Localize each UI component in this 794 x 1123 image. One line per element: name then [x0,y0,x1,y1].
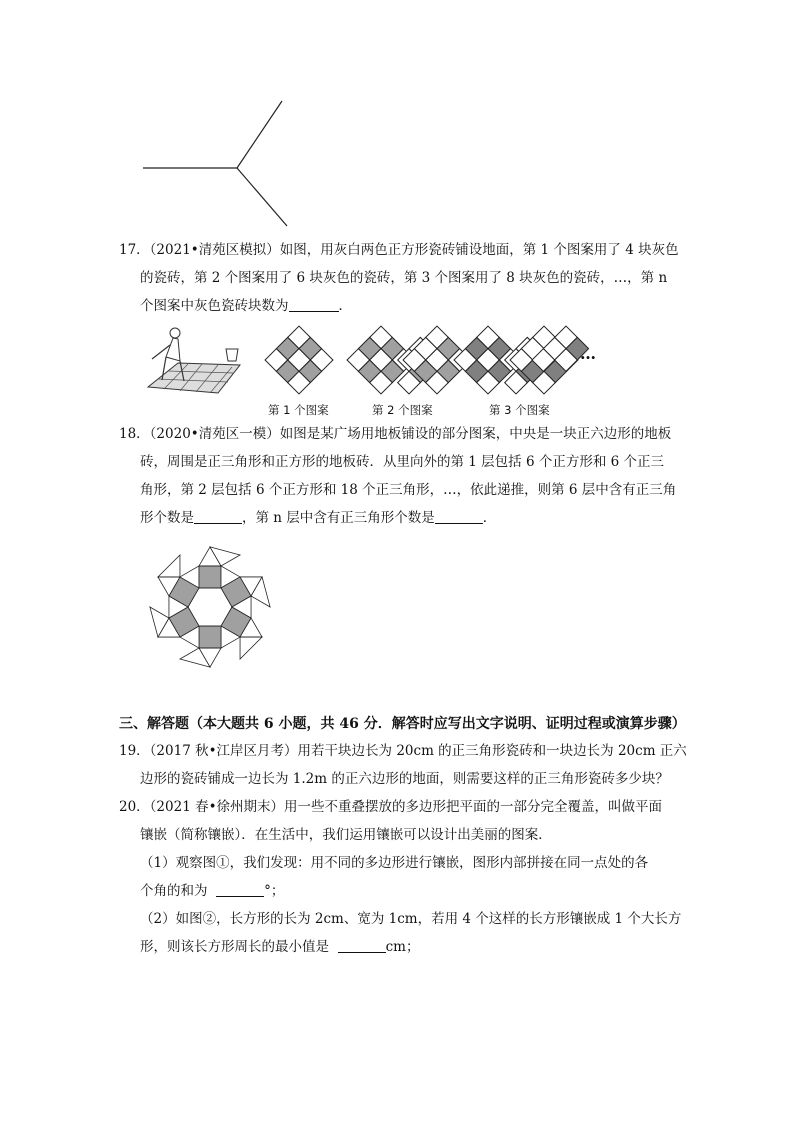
q17-line2: 的瓷砖，第 2 个图案用了 6 块灰色的瓷砖，第 3 个图案用了 8 块灰色的瓷砖，…，第 n [140,270,668,286]
pattern-ellipsis: … [580,344,596,363]
q20-part1-line2: 个角的和为 °； [140,883,285,899]
tiling-person-illustration [140,325,250,400]
hexagon-tiling-figure [140,537,280,677]
caption-pattern-3: 第 3 个图案 [489,403,550,417]
q20-part2-line2: 形，则该长方形周长的最小值是 cm； [140,939,420,955]
q17-line3: 个图案中灰色瓷砖块数为 ． [140,298,352,314]
pattern-3 [460,320,590,400]
q20-line2: 镶嵌（简称镶嵌）．在生活中，我们运用镶嵌可以设计出美丽的图案． [140,827,552,843]
angle-figure [0,0,794,240]
caption-pattern-2: 第 2 个图案 [372,403,433,417]
q18-line1: 18．（2020•清苑区一模）如图是某广场用地板铺设的部分图案，中央是一块正六边形的地板 [119,426,672,442]
pattern-2 [353,320,465,400]
q20-part2-line1: （2）如图②，长方形的长为 2cm、宽为 1cm，若用 4 个这样的长方形镶嵌成 1 个大长方 [140,911,682,927]
q18-line3: 角形，第 2 层包括 6 个正方形和 18 个正三角形，…，依此递推，则第 6 层中含有正三角 [140,482,677,498]
section-3-title: 三、解答题（本大题共 6 小题，共 46 分．解答时应写出文字说明、证明过程或演算步骤） [119,716,686,732]
q19-line1: 19．（2017 秋•江岸区月考）用若干块边长为 20cm 的正三角形瓷砖和一块边长为 20cm 正六 [119,743,687,759]
q17-line1: 17．（2021•清苑区模拟）如图，用灰白两色正方形瓷砖铺设地面，第 1 个图案用了 4 块灰色 [119,242,679,258]
triangle-tile [240,637,262,659]
square-tile [199,626,221,648]
triangle-tile [158,555,180,577]
square-tile [199,566,221,588]
q18-line4: 形个数是 ，第 n 层中含有正三角形个数是 ． [140,510,497,526]
q19-line2: 边形的瓷砖铺成一边长为 1.2m 的正六边形的地面，则需要这样的正三角形瓷砖多少块？ [140,771,669,787]
caption-pattern-1: 第 1 个图案 [268,403,329,417]
q20-part1-line1: （1）观察图①，我们发现：用不同的多边形进行镶嵌，图形内部拼接在同一点处的各 [140,855,649,871]
pattern-1 [259,320,339,400]
q20-line1: 20．（2021 春•徐州期末）用一些不重叠摆放的多边形把平面的一部分完全覆盖，叫做平面 [119,799,663,815]
q18-line2: 砖，周围是正三角形和正方形的地板砖．从里向外的第 1 层包括 6 个正方形和 6 个正三 [140,454,665,470]
